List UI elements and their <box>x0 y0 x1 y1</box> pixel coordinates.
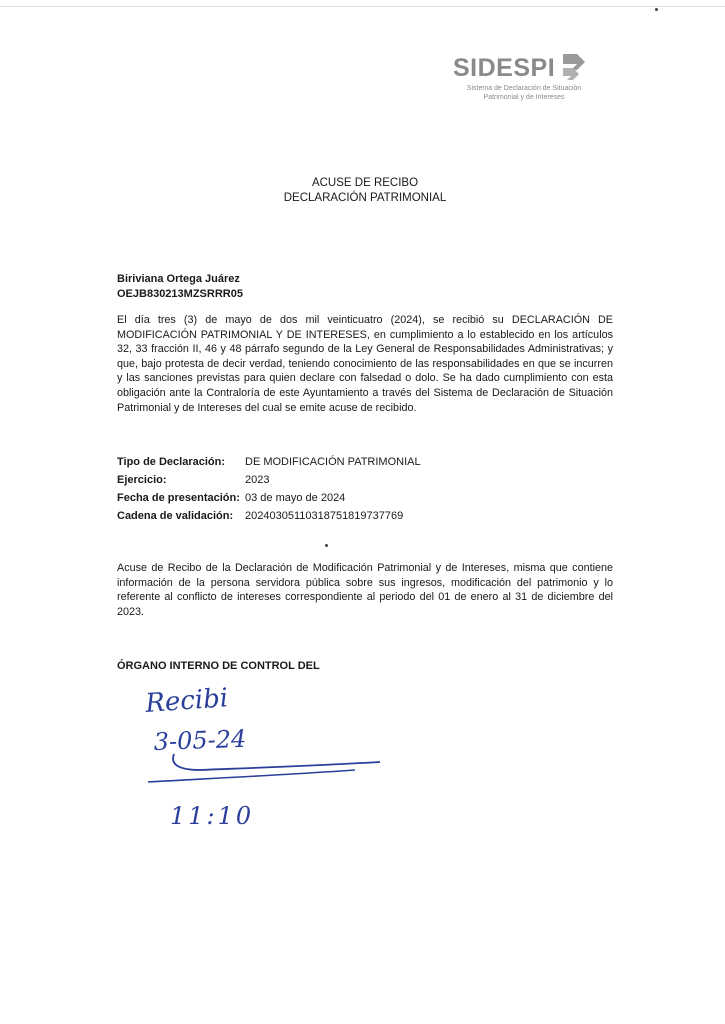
handwritten-line2: 3-05-24 <box>153 724 247 756</box>
handwritten-line3: 11:10 <box>170 802 255 830</box>
recipient-block <box>117 272 243 302</box>
heading-line2: DECLARACIÓN PATRIMONIAL <box>283 192 447 204</box>
logo-subtitle-line1: Sistema de Declaración de Situación <box>466 85 582 92</box>
handwritten-line1: Recibi <box>144 683 230 719</box>
scan-edge-line <box>0 6 725 7</box>
scan-speck <box>325 544 328 547</box>
declaration-details <box>117 453 421 525</box>
logo-subtitle-line2: Patrimonial y de Intereses <box>483 94 565 101</box>
heading-line1: ACUSE DE RECIBO <box>311 177 419 189</box>
recipient-name: Biriviana Ortega Juárez <box>117 273 240 285</box>
logo-subtitle <box>449 84 599 102</box>
logo-wordmark: SIDESPI <box>453 54 556 82</box>
detail-row <box>117 453 421 471</box>
detail-row <box>117 489 421 507</box>
detail-value: 20240305110318751819737769 <box>245 510 404 522</box>
detail-value: 2023 <box>245 474 270 486</box>
detail-row <box>117 471 421 489</box>
detail-value: DE MODIFICACIÓN PATRIMONIAL <box>245 456 421 468</box>
recipient-rfc: OEJB830213MZSRRR05 <box>117 288 243 300</box>
logo-arrow-icon <box>559 50 589 84</box>
detail-row <box>117 507 421 525</box>
handwritten-receipt-note <box>140 682 400 832</box>
handwritten-signature-stroke <box>173 754 380 770</box>
organo-interno-title: ÓRGANO INTERNO DE CONTROL DEL <box>117 660 320 672</box>
sidespi-logo <box>447 44 597 112</box>
body-paragraph: El día tres (3) de mayo de dos mil veinticuatro (2024), se recibió su DECLARACIÓN DE MODIFICACIÓN PATRIMONIAL Y DE INTERESES, en cumplimiento a lo establecido en los artículos 32, 33 fracción II, 46 y 48 párrafo segundo de la Ley General de Responsabilidades Administrativas; y que, bajo protesta de decir verdad, teniendo conocimiento de las responsabilidades en que se incurren y las sanciones previstas para quien declare con falsedad o dolo. Se ha dado cumplimiento con esta obligación ante la Contraloría de este Ayuntamiento a través del Sistema de Declaración de Situación Patrimonial y de Intereses del cual se emite acuse de recibido. <box>117 314 613 414</box>
detail-label: Cadena de validación: <box>117 510 234 522</box>
detail-value: 03 de mayo de 2024 <box>245 492 346 504</box>
detail-label: Fecha de presentación: <box>117 492 240 504</box>
summary-paragraph: Acuse de Recibo de la Declaración de Modificación Patrimonial y de Intereses, misma que contiene información de la persona servidora pública sobre sus ingresos, modificación del patrimonio y lo referente al conflicto de intereses correspondiente al periodo del 01 de enero al 31 de diciembre del 2023. <box>117 562 613 618</box>
detail-label: Tipo de Declaración: <box>117 456 225 468</box>
scan-speck <box>655 8 658 11</box>
handwritten-underline-stroke <box>148 770 355 782</box>
detail-label: Ejercicio: <box>117 474 167 486</box>
document-heading <box>200 176 530 206</box>
